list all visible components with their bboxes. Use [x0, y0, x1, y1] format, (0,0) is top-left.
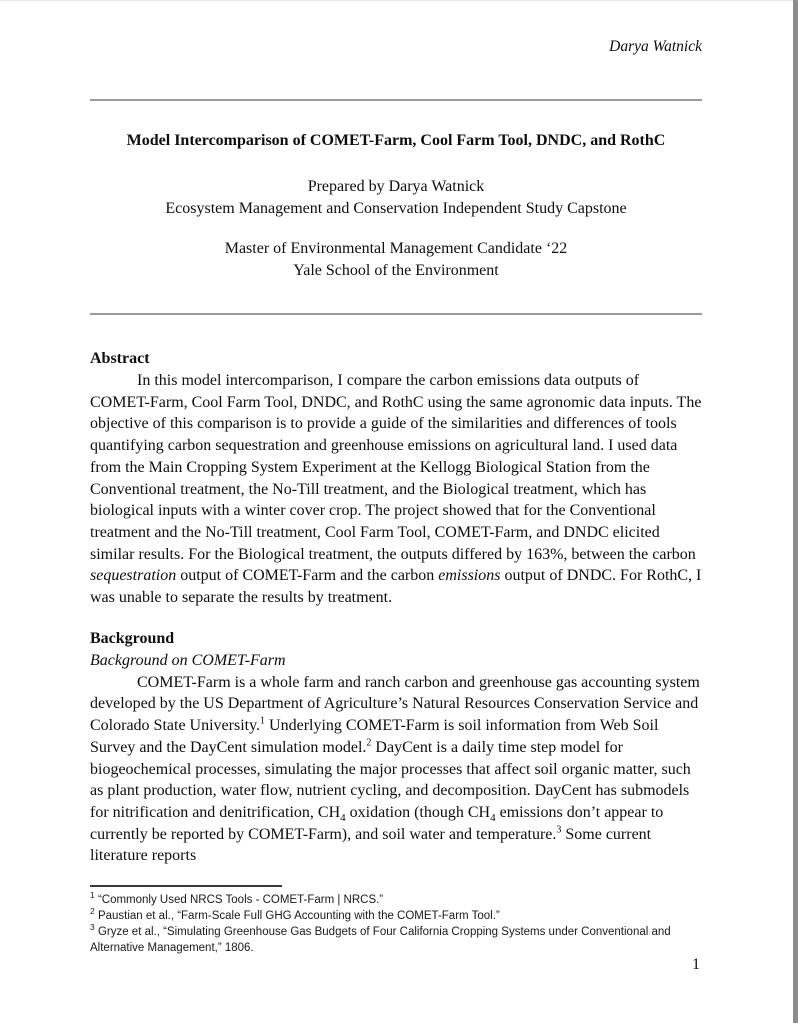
- page-content: [90, 0, 702, 956]
- abstract-heading: Abstract: [90, 350, 150, 367]
- footnote-2: [90, 905, 702, 924]
- scrollbar[interactable]: [793, 0, 798, 1023]
- footnote-1: [90, 889, 702, 908]
- degree-line: Master of Environmental Management Candidate ‘22: [224, 240, 568, 257]
- footnote-divider: [90, 885, 282, 887]
- footnote-2-text: Paustian et al., “Farm-Scale Full GHG Accounting with the COMET-Farm Tool.”: [97, 909, 500, 922]
- document-title: Model Intercomparison of COMET-Farm, Cool Farm Tool, DNDC, and RothC: [126, 132, 666, 149]
- program-line: Ecosystem Management and Conservation Independent Study Capstone: [165, 200, 627, 217]
- title-divider: [90, 313, 702, 315]
- footnote-3-text: Gryze et al., “Simulating Greenhouse Gas Budgets of Four California Cropping Systems under Conventional and Alternative Management,” 1806.: [90, 925, 671, 954]
- footnote-3: [90, 921, 702, 956]
- background-heading: Background: [90, 629, 175, 647]
- footnote-1-marker: 1: [90, 889, 95, 900]
- footnote-3-marker: 3: [90, 921, 95, 932]
- prepared-by-line: Prepared by Darya Watnick: [307, 178, 485, 195]
- footnotes-block: [90, 889, 702, 956]
- footnote-1-text: “Commonly Used NRCS Tools - COMET-Farm | NRCS.”: [97, 893, 384, 906]
- header-divider: [90, 99, 702, 101]
- background-subheading: Background on COMET-Farm: [90, 651, 286, 669]
- abstract-paragraph: In this model intercomparison, I compare the carbon emissions data outputs of COMET-Farm, Cool Farm Tool, DNDC, and RothC using the same agronomic data inputs. The objective of this comparison is to provide a guide of the similarities and differences of tools quantifying carbon sequestration and greenhouse emissions on agricultural land. I used data from the Main Cropping System Experiment at the Kellogg Biological Station from the Conventional treatment, the No-Till treatment, and the Biological treatment, which has biological inputs with a winter cover crop. The project showed that for the Conventional treatment and the No-Till treatment, Cool Farm Tool, COMET-Farm, and DNDC elicited similar results. For the Biological treatment, the outputs differed by 163%, between the carbon sequestration output of COMET-Farm and the carbon emissions output of DNDC. For RothC, I was unable to separate the results by treatment.: [90, 372, 702, 607]
- school-line: Yale School of the Environment: [293, 262, 499, 279]
- footnote-2-marker: 2: [90, 905, 95, 916]
- running-header-author: Darya Watnick: [609, 38, 702, 55]
- page-number: 1: [692, 956, 700, 973]
- background-paragraph: COMET-Farm is a whole farm and ranch carbon and greenhouse gas accounting system developed by the US Department of Agriculture’s Natural Resources Conservation Service and Colorado State University.$^1$ Underlying COMET-Farm is soil information from Web Soil Survey and the DayCent simulation model.$^2$ DayCent is a daily time step model for biogeochemical processes, simulating the major processes that affect soil organic matter, such as plant production, water flow, nutrient cycling, and decomposition. DayCent has submodels for nitrification and denitrification, $CH_4$ oxidation (though $CH_4$ emissions don’t appear to currently be reported by COMET-Farm), and soil water and temperature.$^3$ Some current literature reports: [90, 673, 700, 865]
